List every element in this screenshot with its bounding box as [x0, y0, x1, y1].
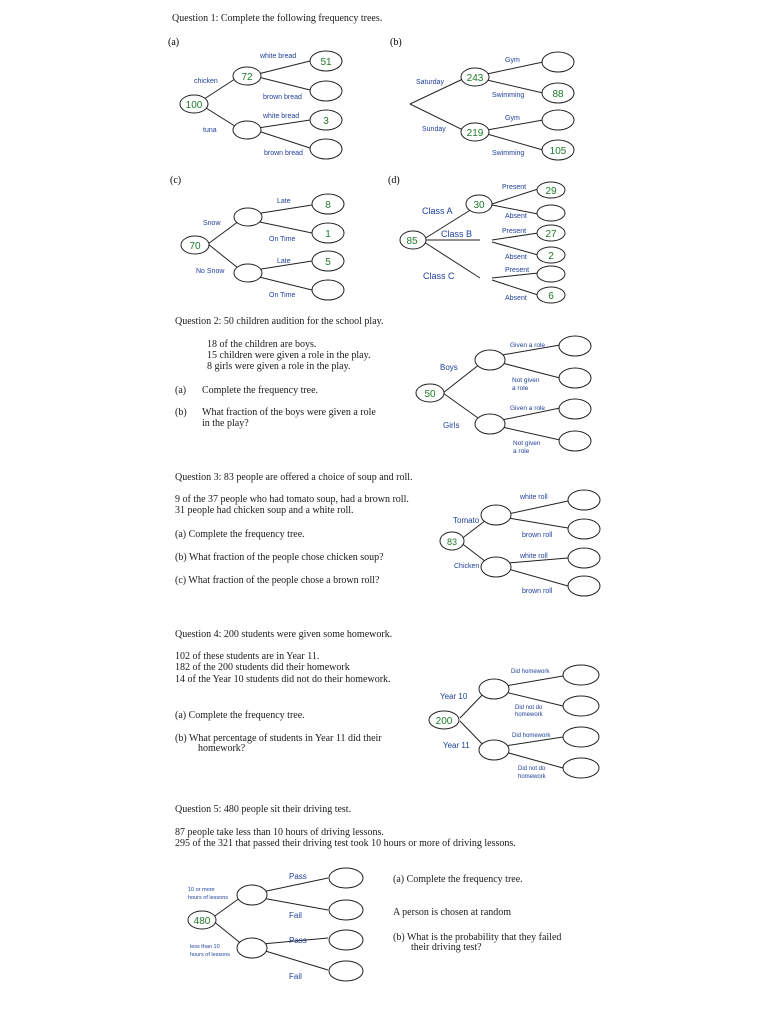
q4-b-1: (b) What percentage of students in Year 11 did their — [175, 733, 382, 744]
l1-label: Did homework — [511, 669, 550, 675]
q2-title: Question 2: 50 children audition for the school play. — [175, 316, 384, 327]
q3-line-2: 31 people had chicken soup and a white roll. — [175, 505, 354, 516]
node-l3[interactable] — [559, 399, 591, 419]
b2-label-1: less than 10 — [190, 944, 220, 950]
q4-line-3: 14 of the Year 10 students did not do their homework. — [175, 674, 391, 685]
l2-label: Fail — [289, 911, 302, 920]
l1-label: Pass — [289, 872, 307, 881]
node-l2[interactable] — [559, 368, 591, 388]
node-l4[interactable] — [563, 758, 599, 778]
l1-value: 29 — [545, 186, 557, 197]
node-l3[interactable] — [542, 110, 574, 130]
q5-a: (a) Complete the frequency tree. — [393, 874, 523, 885]
l2-value: 1 — [325, 229, 331, 240]
node-l1[interactable] — [563, 665, 599, 685]
l4-label: Swimming — [492, 150, 525, 157]
q3-line-1: 9 of the 37 people who had tomato soup, had a brown roll. — [175, 494, 409, 505]
l4-value: 2 — [548, 251, 554, 262]
l3-value: 3 — [323, 116, 329, 127]
node-b2[interactable] — [481, 557, 511, 577]
b1-label: chicken — [194, 78, 218, 85]
node-l1[interactable] — [559, 336, 591, 356]
node-l4[interactable] — [568, 576, 600, 596]
b1-value: 72 — [241, 72, 253, 83]
q2-b-label: (b) — [175, 407, 187, 418]
tree-1b — [380, 0, 640, 160]
l3-label: Late — [277, 258, 291, 265]
b1-label: Snow — [203, 220, 221, 227]
l3-label: white roll — [520, 553, 548, 560]
tree-4 — [425, 620, 645, 785]
question-2-panel — [125, 305, 645, 465]
q2-b-text-1: What fraction of the boys were given a role — [202, 407, 376, 418]
b1-label: Boys — [440, 363, 458, 372]
l1-label: Present — [502, 184, 527, 191]
q1a-label: (a) — [168, 37, 180, 48]
b2-label: Class B — [441, 229, 473, 239]
node-l1[interactable] — [329, 868, 363, 888]
l1-label: white roll — [520, 494, 548, 501]
root-value: 83 — [446, 537, 458, 547]
b1-value: 243 — [466, 73, 484, 84]
q2-line-2: 15 children were given a role in the play. — [207, 350, 371, 361]
l2-label-1: Not given — [512, 377, 540, 384]
root-value: 85 — [406, 236, 418, 247]
b1-label: Tomato — [453, 516, 480, 525]
node-l1[interactable] — [568, 490, 600, 510]
tree-1a — [160, 0, 400, 160]
q3-title: Question 3: 83 people are offered a choice of soup and roll. — [175, 472, 413, 483]
node-l3[interactable] — [329, 930, 363, 950]
node-l4[interactable] — [559, 431, 591, 451]
l3-label: Given a role — [510, 405, 546, 412]
node-b2[interactable] — [475, 414, 505, 434]
q4-title: Question 4: 200 students were given some homework. — [175, 629, 393, 640]
q5-line-1: 87 people take less than 10 hours of driving lessons. — [175, 827, 384, 838]
l3-label: Present — [502, 228, 527, 235]
q1-title: Question 1: Complete the following frequency trees. — [172, 13, 383, 24]
root-value: 200 — [435, 716, 453, 727]
b2-label: Sunday — [422, 126, 446, 133]
b1-label: Saturday — [416, 79, 445, 86]
b2-label: Chicken — [454, 563, 480, 570]
node-l5[interactable] — [537, 266, 565, 282]
node-b2[interactable] — [234, 264, 262, 282]
root-value: 70 — [189, 241, 201, 252]
q1c-label: (c) — [170, 175, 182, 186]
q5-random: A person is chosen at random — [393, 907, 512, 918]
l6-label: Absent — [505, 295, 527, 302]
l2-label: brown bread — [263, 94, 302, 101]
l3-label: Gym — [505, 115, 520, 122]
q5-title: Question 5: 480 people sit their driving test. — [175, 804, 352, 815]
node-b2[interactable] — [233, 121, 261, 139]
q3-b: (b) What fraction of the people chose chicken soup? — [175, 552, 384, 563]
b2-label: tuna — [203, 127, 217, 134]
node-l2[interactable] — [568, 519, 600, 539]
q5-b-1: (b) What is the probability that they failed — [393, 932, 562, 943]
node-b1[interactable] — [234, 208, 262, 226]
l6-value: 6 — [548, 291, 554, 302]
l3-value: 5 — [325, 257, 331, 268]
q2-a-text: Complete the frequency tree. — [202, 385, 319, 396]
b2-label: Girls — [443, 421, 460, 430]
b2-label-2: hours of lessons — [190, 952, 231, 958]
l2-label-1: Did not do — [515, 705, 543, 711]
l4-label: Fail — [289, 972, 302, 981]
question-3-panel — [160, 465, 645, 610]
l4-label: On Time — [269, 292, 296, 299]
node-b1[interactable] — [237, 885, 267, 905]
l1-value: 51 — [320, 57, 332, 68]
q4-a: (a) Complete the frequency tree. — [175, 710, 305, 721]
root-value: 100 — [185, 100, 203, 111]
l4-label: brown roll — [522, 588, 553, 595]
l4-value: 105 — [549, 146, 567, 157]
b3-label: Class C — [423, 271, 455, 281]
node-l2[interactable] — [563, 696, 599, 716]
q4-line-2: 182 of the 200 students did their homework — [175, 662, 350, 673]
node-l2[interactable] — [329, 900, 363, 920]
l2-label-2: a role — [512, 385, 529, 392]
root-value: 480 — [193, 916, 211, 927]
l4-label-2: homework — [518, 774, 546, 780]
l1-label: white bread — [260, 53, 297, 60]
node-b2[interactable] — [237, 938, 267, 958]
question-4-panel — [160, 620, 645, 785]
node-l4[interactable] — [310, 139, 342, 159]
l2-label: Absent — [505, 213, 527, 220]
l3-label: Did homework — [512, 733, 551, 739]
node-b1[interactable] — [481, 505, 511, 525]
l1-value: 8 — [325, 200, 331, 211]
node-l1[interactable] — [542, 52, 574, 72]
l4-label: Absent — [505, 254, 527, 261]
node-l2[interactable] — [537, 205, 565, 221]
tree-5 — [180, 860, 380, 1020]
l2-label-2: homework — [515, 712, 543, 718]
node-l4[interactable] — [329, 961, 363, 981]
l1-label: Gym — [505, 57, 520, 64]
b1-label-2: hours of lessons — [188, 895, 229, 901]
node-l4[interactable] — [312, 280, 344, 300]
b1-label: Year 10 — [440, 692, 468, 701]
l2-label: Swimming — [492, 92, 525, 99]
tree-2 — [405, 305, 645, 465]
l2-label: On Time — [269, 236, 296, 243]
tree-1c — [160, 160, 400, 305]
q2-b-text-2: in the play? — [202, 418, 249, 429]
q3-c: (c) What fraction of the people chose a brown roll? — [175, 575, 380, 586]
root-value: 50 — [424, 389, 436, 400]
b1-label-1: 10 or more — [188, 887, 215, 893]
q2-line-3: 8 girls were given a role in the play. — [207, 361, 351, 372]
node-l2[interactable] — [310, 81, 342, 101]
l4-label-2: a role — [513, 448, 530, 455]
node-b1[interactable] — [475, 350, 505, 370]
b2-value: 219 — [466, 128, 484, 139]
b1-value: 30 — [473, 200, 485, 211]
node-b1[interactable] — [479, 679, 509, 699]
question-1-panel — [160, 0, 640, 305]
q2-line-1: 18 of the children are boys. — [207, 339, 317, 350]
tree-3 — [430, 465, 645, 610]
q2-a-label: (a) — [175, 385, 187, 396]
l4-label: brown bread — [264, 150, 303, 157]
q4-line-1: 102 of these students are in Year 11. — [175, 651, 320, 662]
q5-line-2: 295 of the 321 that passed their driving test took 10 hours or more of driving lessons. — [175, 838, 516, 849]
l1-label: Given a role — [510, 342, 546, 349]
node-l3[interactable] — [568, 548, 600, 568]
q1b-label: (b) — [390, 37, 402, 48]
b2-label: Year 11 — [443, 741, 470, 750]
l2-label: brown roll — [522, 532, 553, 539]
q5-b-2: their driving test? — [411, 942, 482, 953]
question-5-panel — [125, 790, 645, 1024]
l4-label-1: Did not do — [518, 766, 546, 772]
tree-1d — [380, 160, 640, 305]
b1-label: Class A — [422, 206, 453, 216]
node-l3[interactable] — [563, 727, 599, 747]
l1-label: Late — [277, 198, 291, 205]
l4-label-1: Not given — [513, 440, 541, 447]
q4-b-2: homework? — [198, 743, 246, 754]
b2-label: No Snow — [196, 268, 225, 275]
node-b2[interactable] — [479, 740, 509, 760]
l3-label: white bread — [263, 113, 300, 120]
l2-value: 88 — [552, 89, 564, 100]
l5-label: Present — [505, 267, 530, 274]
q1d-label: (d) — [388, 175, 400, 186]
l3-label: Pass — [289, 936, 307, 945]
l3-value: 27 — [545, 229, 557, 240]
q3-a: (a) Complete the frequency tree. — [175, 529, 305, 540]
